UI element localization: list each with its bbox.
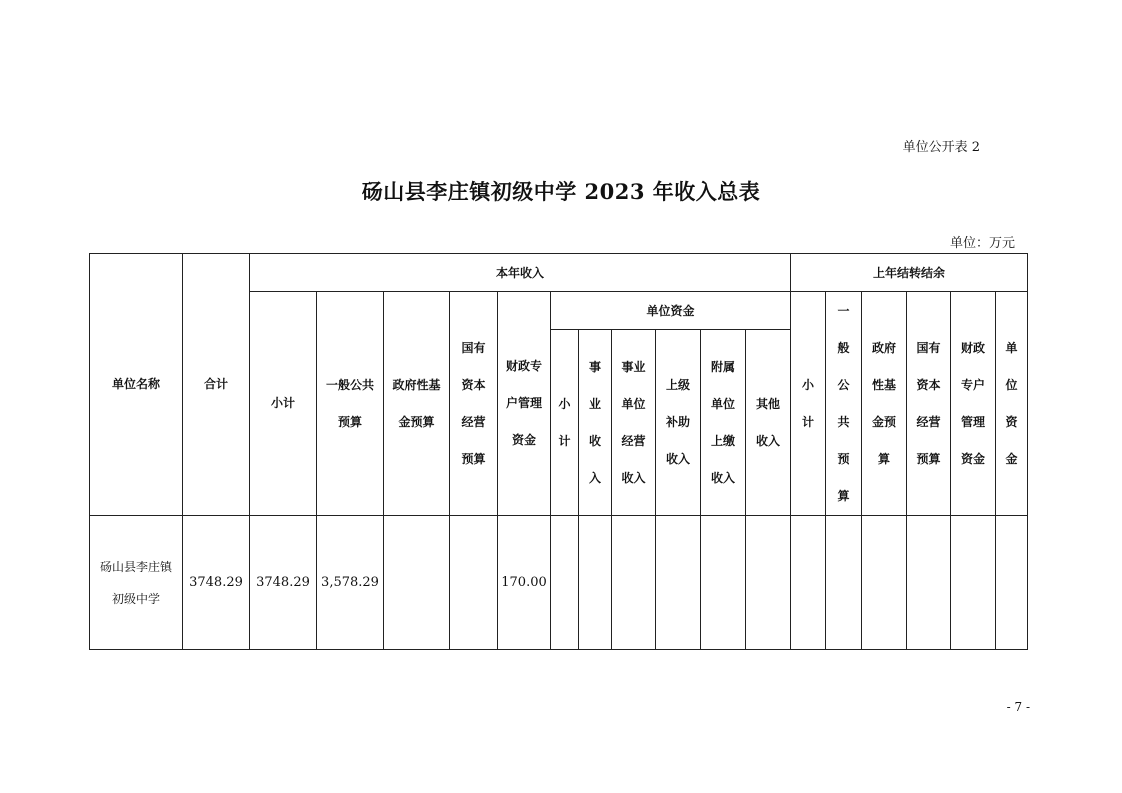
cell-gov-fund [384,516,450,650]
header-gov-fund: 政府性基 金预算 [384,292,450,516]
header-fiscal-account: 财政专 户管理 资金 [498,292,551,516]
header-unit-funds: 单位资金 [551,292,791,330]
header-uf-affiliated: 附属 单位 上缴 收入 [701,330,746,516]
header-co-general: 一 般 公 共 预 算 [826,292,862,516]
header-total: 合计 [183,254,250,516]
header-subtotal: 小计 [250,292,317,516]
income-summary-table [89,253,1028,650]
header-co-fiscal-account: 财政 专户 管理 资金 [951,292,996,516]
cell-uf-affiliated [701,516,746,650]
cell-subtotal: 3748.29 [250,516,317,650]
cell-total: 3748.29 [183,516,250,650]
cell-co-fiscal-account [951,516,996,650]
header-general-budget: 一般公共 预算 [317,292,384,516]
header-co-unit-funds: 单 位 资 金 [996,292,1028,516]
cell-co-general [826,516,862,650]
cell-co-gov-fund [862,516,907,650]
header-co-subtotal: 小 计 [791,292,826,516]
cell-unit-name: 砀山县李庄镇 初级中学 [90,516,183,650]
cell-uf-business [579,516,612,650]
cell-uf-subsidy [656,516,701,650]
header-co-state-capital: 国有 资本 经营 预算 [907,292,951,516]
header-uf-subtotal: 小 计 [551,330,579,516]
header-uf-other: 其他 收入 [746,330,791,516]
header-row-1 [90,254,1028,292]
cell-co-state-capital [907,516,951,650]
cell-general-budget: 3,578.29 [317,516,384,650]
page-title: 砀山县李庄镇初级中学 2023 年收入总表 [361,179,761,204]
header-carryover: 上年结转结余 [791,254,1028,292]
cell-uf-subtotal [551,516,579,650]
header-current-income: 本年收入 [250,254,791,292]
header-unit-name: 单位名称 [90,254,183,516]
page-label: 单位公开表 2 [902,140,980,155]
header-state-capital: 国有 资本 经营 预算 [450,292,498,516]
page-number: - 7 - [1006,700,1030,714]
cell-state-capital [450,516,498,650]
cell-uf-other [746,516,791,650]
unit-label: 单位：万元 [949,236,1015,251]
header-uf-business: 事 业 收 入 [579,330,612,516]
cell-fiscal-account: 170.00 [498,516,551,650]
cell-co-subtotal [791,516,826,650]
header-uf-subsidy: 上级 补助 收入 [656,330,701,516]
header-uf-operating: 事业 单位 经营 收入 [612,330,656,516]
cell-co-unit-funds [996,516,1028,650]
table-row [90,516,1028,650]
cell-uf-operating [612,516,656,650]
header-co-gov-fund: 政府 性基 金预 算 [862,292,907,516]
